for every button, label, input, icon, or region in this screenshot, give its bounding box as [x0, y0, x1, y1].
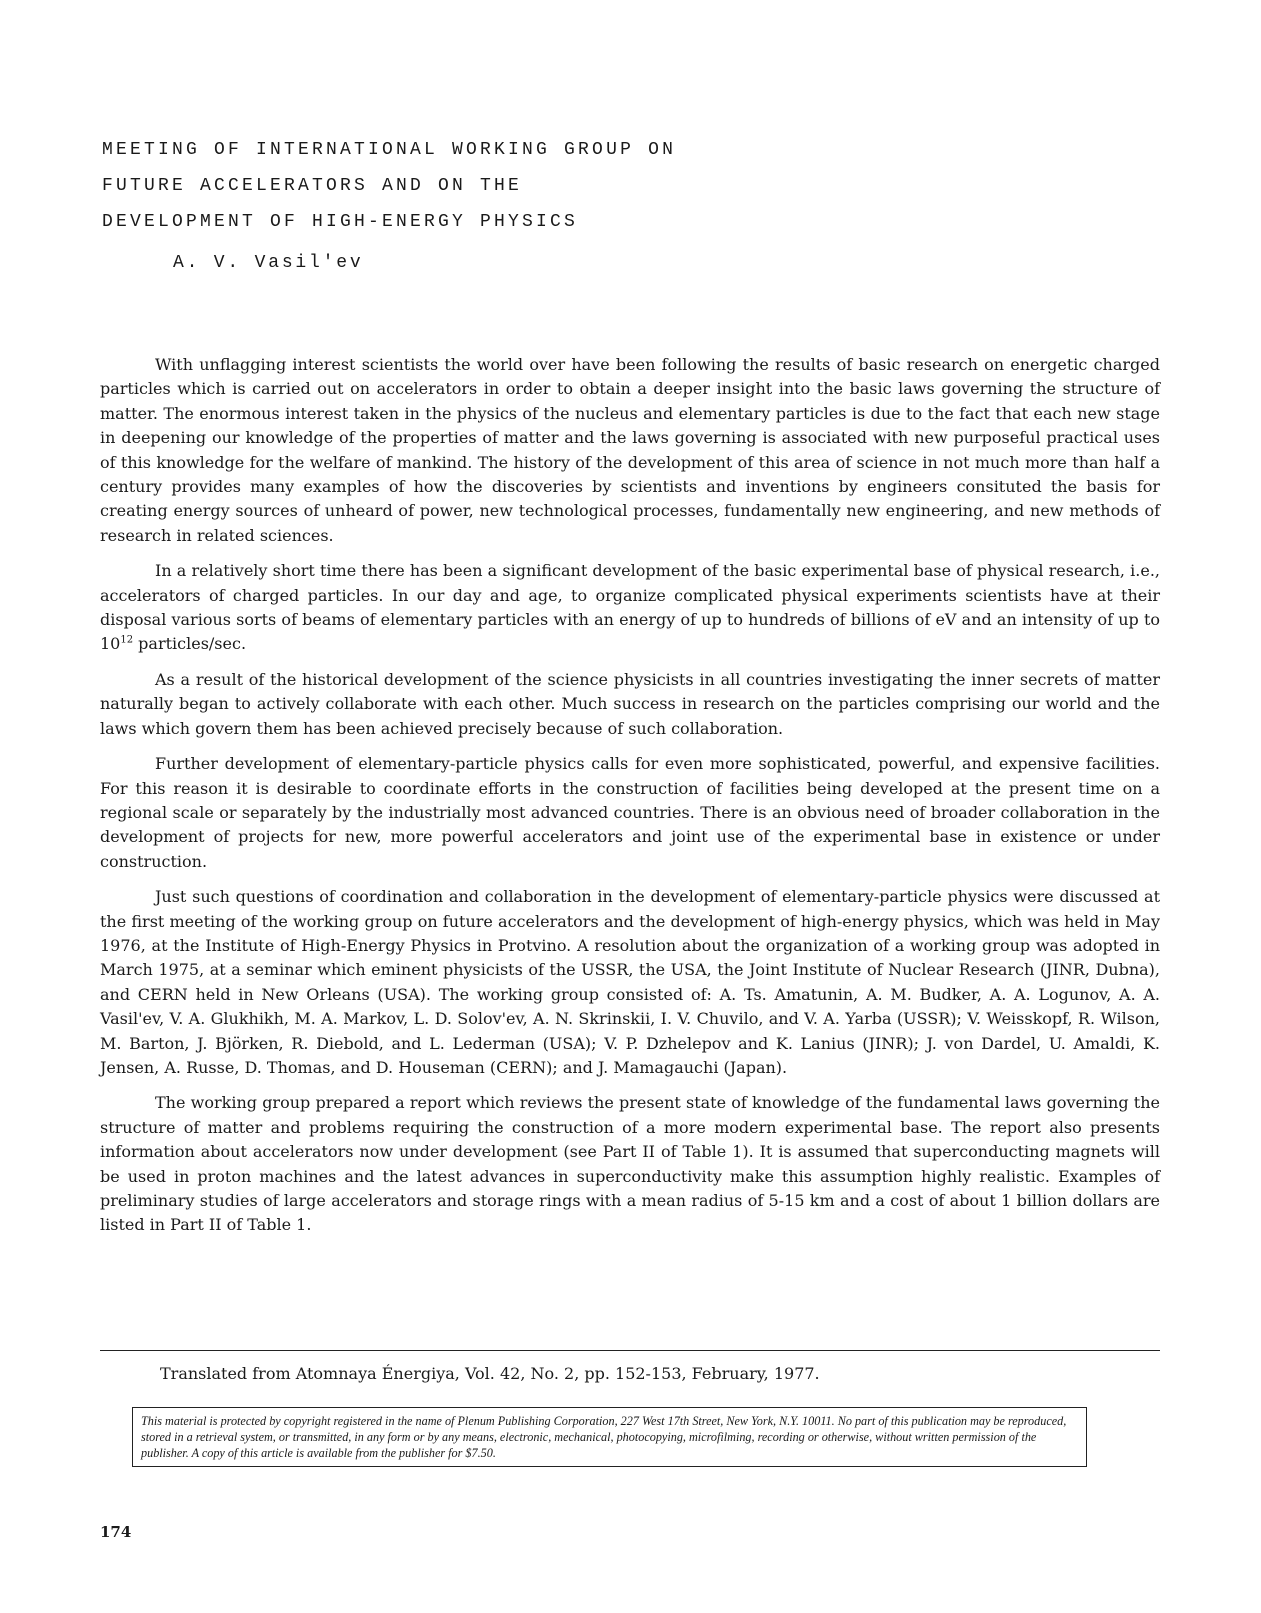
footnote-divider: [100, 1350, 1160, 1351]
paragraph-2-text: In a relatively short time there has been a significant development of the basic experimental base of physical research, i.e., accelerators of charged particles. In our day and age, to organize complicated physical experiments scientists have at their disposal various sorts of beams of elementary particles with an energy of up to hundreds of billions of eV and an intensity of up to 10: [100, 561, 1160, 654]
paragraph-2: [100, 559, 1160, 657]
title-line-1: MEETING OF INTERNATIONAL WORKING GROUP ON: [102, 140, 677, 160]
page-number: 174: [100, 1523, 132, 1541]
translation-note: Translated from Atomnaya Énergiya, Vol. 42, No. 2, pp. 152-153, February, 1977.: [160, 1364, 820, 1383]
article-title: [102, 132, 902, 240]
paragraph-6: The working group prepared a report which reviews the present state of knowledge of the fundamental laws governing the structure of matter and problems requiring the construction of a more modern experimental base. The report also presents information about accelerators now under development (see Part II of Table 1). It is assumed that superconducting magnets will be used in proton machines and the latest advances in superconductivity make this assumption highly realistic. Examples of preliminary studies of large accelerators and storage rings with a mean radius of 5-15 km and a cost of about 1 billion dollars are listed in Part II of Table 1.: [100, 1093, 1160, 1235]
paragraph-5: Just such questions of coordination and collaboration in the development of elementary-particle physics were discussed at the first meeting of the working group on future accelerators and the development of high-energy physics, which was held in May 1976, at the Institute of High-Energy Physics in Protvino. A resolution about the organization of a working group was adopted in March 1975, at a seminar which eminent physicists of the USSR, the USA, the Joint Institute of Nuclear Research (JINR, Dubna), and CERN held in New Orleans (USA). The working group consisted of: A. Ts. Amatunin, A. M. Budker, A. A. Logunov, A. A. Vasil'ev, V. A. Glukhikh, M. A. Markov, L. D. Solov'ev, A. N. Skrinskii, I. V. Chuvilo, and V. A. Yarba (USSR); V. Weisskopf, R. Wilson, M. Barton, J. Björken, R. Diebold, and L. Lederman (USA); V. P. Dzhelepov and K. Lanius (JINR); J. von Dardel, U. Amaldi, K. Jensen, A. Russe, D. Thomas, and D. Houseman (CERN); and J. Mamagauchi (Japan).: [100, 887, 1160, 1077]
article-body: [100, 353, 1160, 1249]
author-name: A. V. Vasil'ev: [173, 253, 364, 273]
copyright-notice: This material is protected by copyright registered in the name of Plenum Publishing Corporation, 227 West 17th Street, New York, N.Y. 10011. No part of this publication may be reproduced, stored in a retrieval system, or transmitted, in any form or by any means, electronic, mechanical, photocopying, microfilming, recording or otherwise, without written permission of the publisher. A copy of this article is available from the publisher for $7.50.: [132, 1407, 1087, 1467]
paragraph-1: With unflagging interest scientists the world over have been following the results of basic research on energetic charged particles which is carried out on accelerators in order to obtain a deeper insight into the basic laws governing the structure of matter. The enormous interest taken in the physics of the nucleus and elementary particles is due to the fact that each new stage in deepening our knowledge of the properties of matter and the laws governing is associated with new purposeful practical uses of this knowledge for the welfare of mankind. The history of the development of this area of science in not much more than half a century provides many examples of how the discoveries by scientists and inventions by engineers consituted the basis for creating energy sources of unheard of power, new technological processes, fundamentally new engineering, and new methods of research in related sciences.: [100, 355, 1160, 545]
paragraph-2-end: particles/sec.: [133, 634, 247, 654]
paragraph-4: Further development of elementary-particle physics calls for even more sophisticated, powerful, and expensive facilities. For this reason it is desirable to coordinate efforts in the construction of facilities being developed at the present time on a regional scale or separately by the industrially most advanced countries. There is an obvious need of broader collaboration in the development of projects for new, more powerful accelerators and joint use of the experimental base in existence or under construction.: [100, 754, 1160, 871]
title-line-2: FUTURE ACCELERATORS AND ON THE: [102, 176, 523, 196]
paragraph-3: As a result of the historical development of the science physicists in all countries investigating the inner secrets of matter naturally began to actively collaborate with each other. Much success in research on the particles comprising our world and the laws which govern them has been achieved precisely because of such collaboration.: [100, 669, 1160, 738]
intensity-exponent: 12: [120, 635, 134, 647]
title-line-3: DEVELOPMENT OF HIGH-ENERGY PHYSICS: [102, 212, 579, 232]
